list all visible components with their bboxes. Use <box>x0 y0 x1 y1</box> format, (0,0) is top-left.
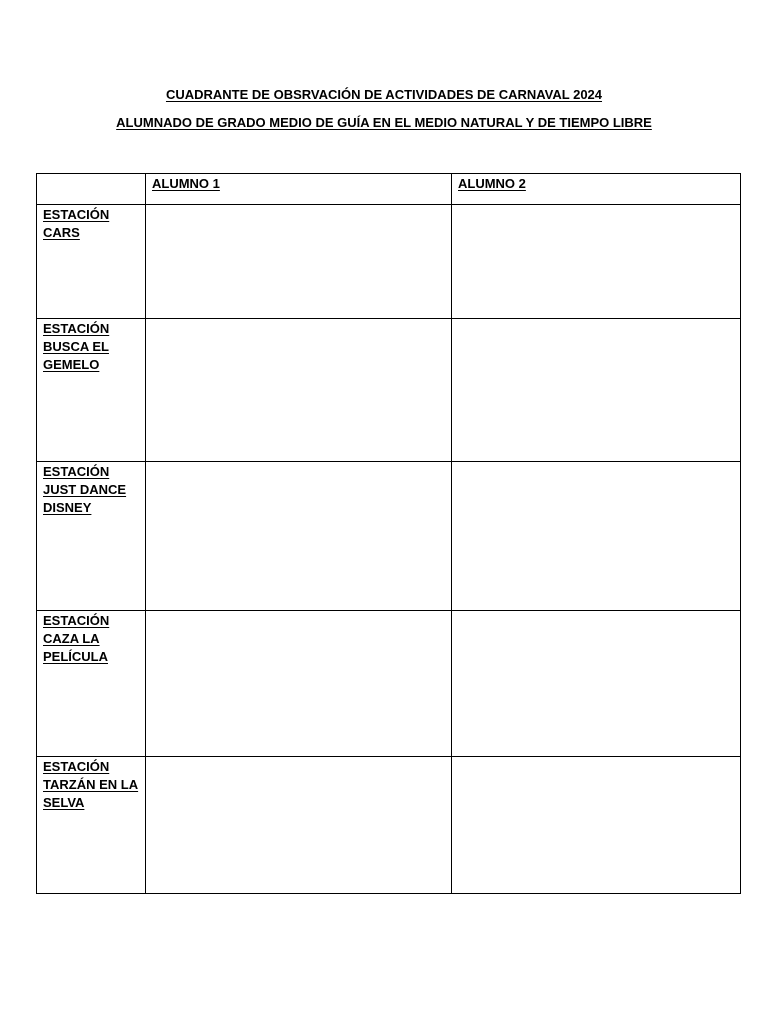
station-cell-cars <box>37 205 146 319</box>
header-cell-alumno-1 <box>146 174 452 205</box>
header-cell-empty <box>37 174 146 205</box>
observation-table <box>36 173 741 894</box>
observation-cell-alumno-2[interactable] <box>452 205 741 319</box>
table-row <box>37 205 741 319</box>
document-subtitle: ALUMNADO DE GRADO MEDIO DE GUÍA EN EL MEDIO NATURAL Y DE TIEMPO LIBRE <box>116 115 652 130</box>
station-cell-just-dance-disney <box>37 462 146 611</box>
station-label-line: BUSCA EL <box>43 339 109 354</box>
station-label-line: ESTACIÓN <box>43 464 110 479</box>
station-label-line: ESTACIÓN <box>43 613 110 628</box>
station-label-line: ESTACIÓN <box>43 321 110 336</box>
observation-cell-alumno-1[interactable] <box>146 611 452 757</box>
station-label-line: SELVA <box>43 795 85 810</box>
table-row <box>37 611 741 757</box>
station-label-line: DISNEY <box>43 500 92 515</box>
table-header-row <box>37 174 741 205</box>
station-label-line: ESTACIÓN <box>43 207 110 222</box>
station-cell-tarzan-en-la-selva <box>37 757 146 894</box>
station-cell-busca-el-gemelo <box>37 319 146 462</box>
observation-cell-alumno-1[interactable] <box>146 319 452 462</box>
observation-cell-alumno-1[interactable] <box>146 205 452 319</box>
header-label-alumno-2: ALUMNO 2 <box>458 176 526 191</box>
station-label-line: JUST DANCE <box>43 482 127 497</box>
header-label-alumno-1: ALUMNO 1 <box>152 176 220 191</box>
observation-cell-alumno-2[interactable] <box>452 757 741 894</box>
station-label-line: TARZÁN EN LA <box>43 777 139 792</box>
station-label-line: CAZA LA <box>43 631 100 646</box>
table-row <box>37 757 741 894</box>
observation-cell-alumno-2[interactable] <box>452 319 741 462</box>
observation-cell-alumno-2[interactable] <box>452 462 741 611</box>
station-cell-caza-la-pelicula <box>37 611 146 757</box>
table-row <box>37 319 741 462</box>
station-label-line: ESTACIÓN <box>43 759 110 774</box>
observation-cell-alumno-2[interactable] <box>452 611 741 757</box>
station-label-line: PELÍCULA <box>43 649 108 664</box>
station-label-line: GEMELO <box>43 357 100 372</box>
observation-cell-alumno-1[interactable] <box>146 462 452 611</box>
document-title: CUADRANTE DE OBSRVACIÓN DE ACTIVIDADES DE CARNAVAL 2024 <box>165 87 603 102</box>
header-cell-alumno-2 <box>452 174 741 205</box>
table-row <box>37 462 741 611</box>
station-label-line: CARS <box>43 225 80 240</box>
observation-cell-alumno-1[interactable] <box>146 757 452 894</box>
